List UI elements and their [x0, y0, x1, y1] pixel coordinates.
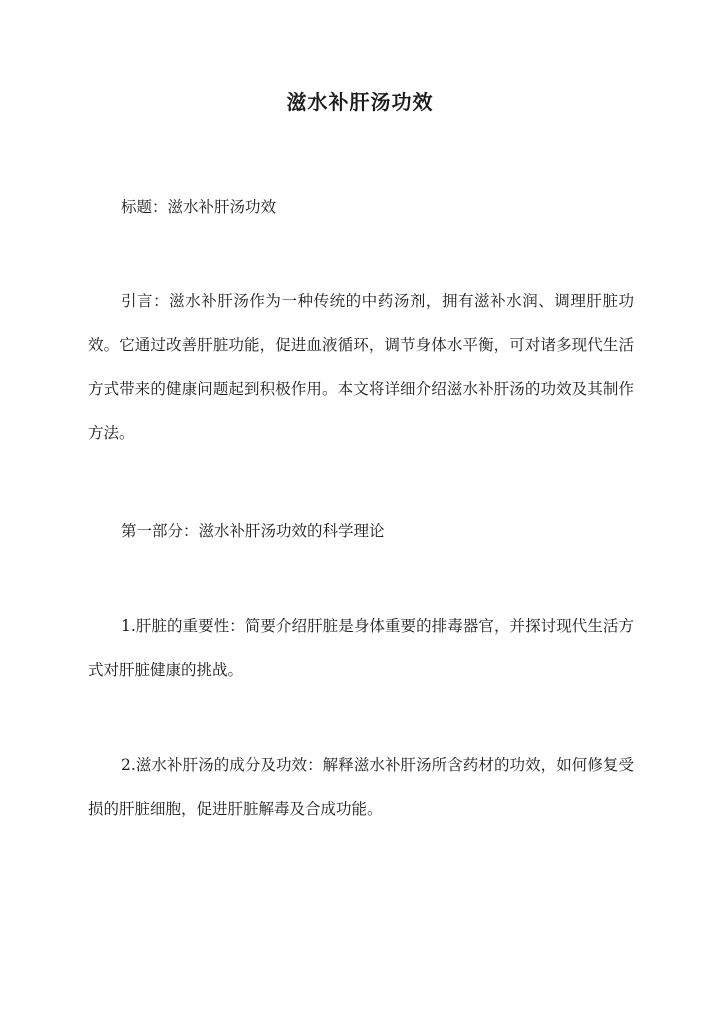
- intro-paragraph: 引言：滋水补肝汤作为一种传统的中药汤剂，拥有滋补水润、调理肝脏功效。它通过改善肝脏功能，促进血液循环，调节身体水平衡，可对诸多现代生活方式带来的健康问题起到积极作用。本文将详细介绍滋水补肝汤的功效及其制作方法。: [88, 292, 634, 442]
- part1-heading: 第一部分：滋水补肝汤功效的科学理论: [121, 522, 385, 540]
- heading-line: 标题：滋水补肝汤功效: [121, 198, 277, 216]
- list-item: 1.肝脏的重要性：简要介绍肝脏是身体重要的排毒器官，并探讨现代生活方式对肝脏健康的挑战。: [88, 617, 634, 679]
- document-title: 滋水补肝汤功效: [286, 90, 434, 114]
- list-item: 2.滋水补肝汤的成分及功效：解释滋水补肝汤所含药材的功效，如何修复受损的肝脏细胞，促进肝脏解毒及合成功能。: [88, 756, 634, 818]
